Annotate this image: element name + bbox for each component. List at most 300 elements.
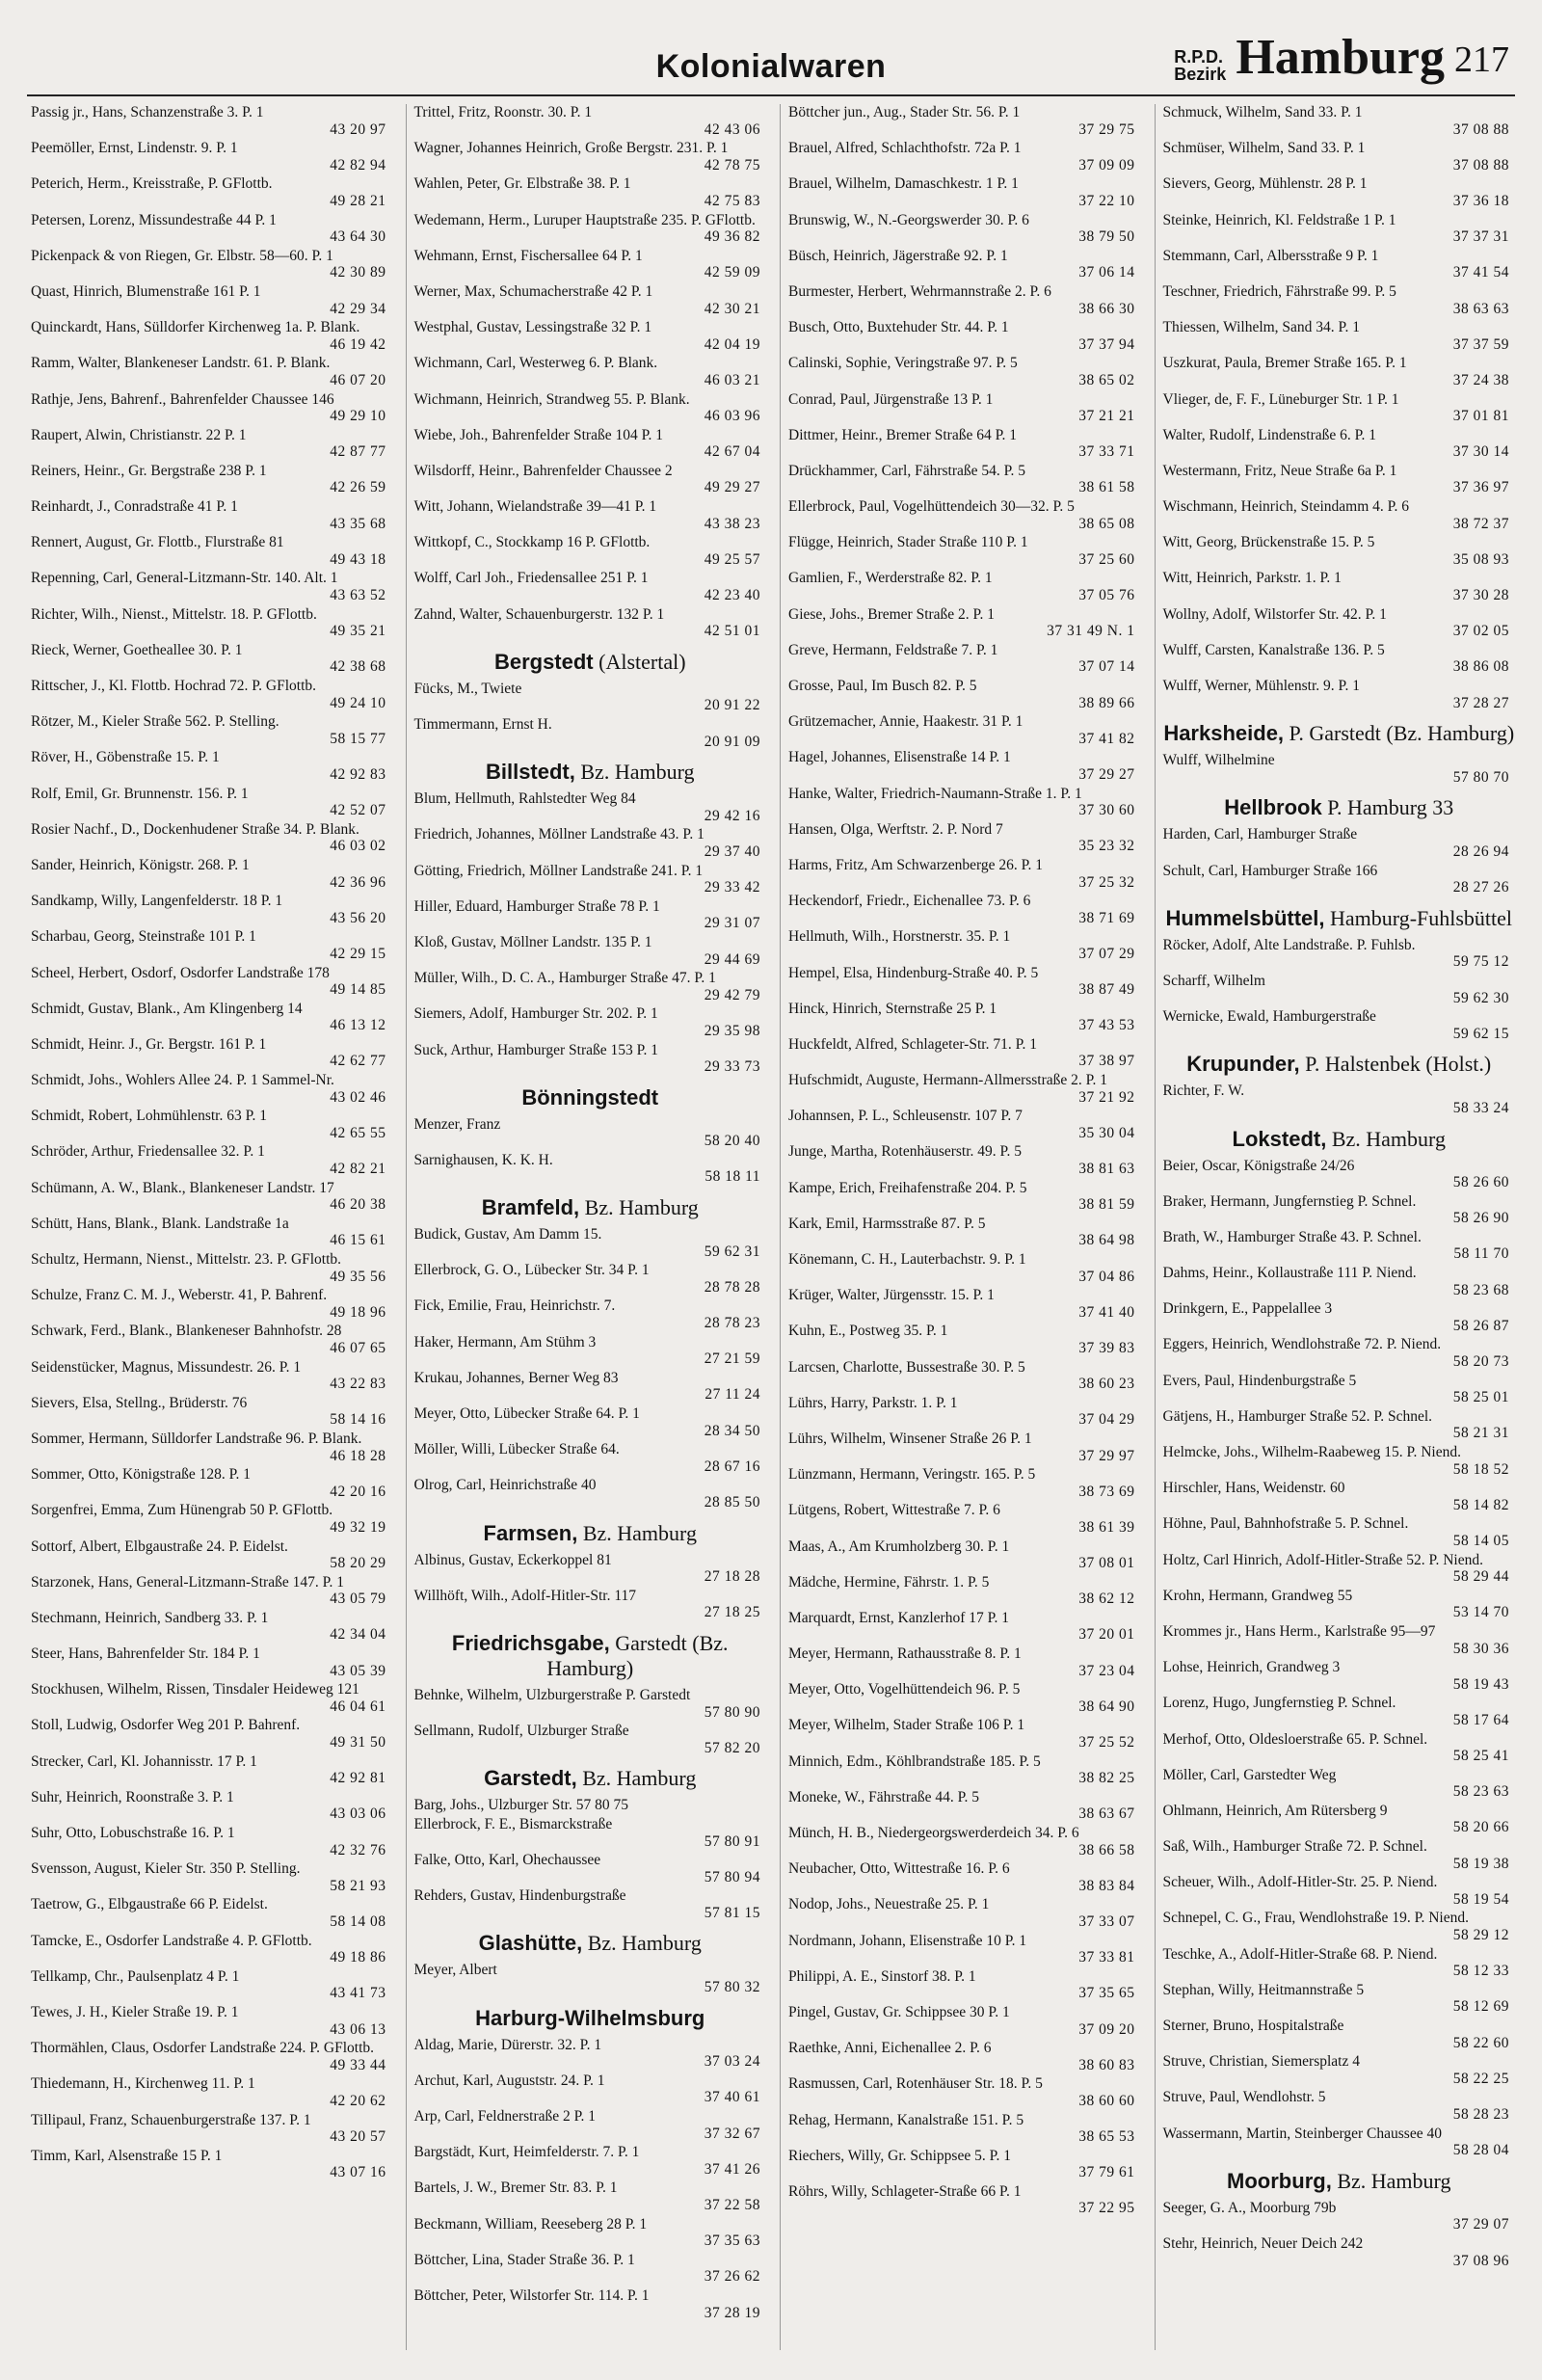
phone-number: 37 07 14 [1078,658,1135,676]
phone-number: 37 30 60 [1078,802,1135,819]
listing-text: Svensson, August, Kieler Str. 350 P. Stelling. [31,1860,301,1878]
listing-entry [788,2040,1141,2073]
phone-number: 42 92 83 [330,765,386,783]
phone-number: 38 63 63 [1452,300,1509,317]
listing-entry [414,1334,767,1368]
phone-number: 37 22 10 [1078,192,1135,209]
listing-entry [31,1681,392,1715]
listing-entry [414,498,767,532]
listing-text: Krüger, Walter, Jürgensstr. 15. P. 1 [788,1287,995,1304]
listing-entry [1163,1229,1516,1263]
listing-text: Siemers, Adolf, Hamburger Str. 202. P. 1 [413,1005,658,1023]
listing-text: Teschner, Friedrich, Fährstraße 99. P. 5 [1162,282,1396,300]
listing-text: Tillipaul, Franz, Schauenburgerstraße 137. P. 1 [31,2111,311,2128]
listing-entry [1163,1803,1516,1836]
phone-number: 46 07 20 [330,371,386,388]
phone-number: 42 78 75 [704,156,760,174]
listing-entry [31,1574,392,1608]
listing-entry [414,283,767,317]
listing-entry [1163,1158,1516,1191]
listing-text: Grosse, Paul, Im Busch 82. P. 5 [788,678,977,694]
listing-entry [31,749,392,783]
phone-number: 49 32 19 [330,1518,386,1536]
listing-text: Tewes, J. H., Kieler Straße 19. P. 1 [31,2003,239,2020]
listing-entry [788,1933,1141,1966]
phone-number: 58 28 23 [1452,2105,1509,2123]
listing-text: Fick, Emilie, Frau, Heinrichstr. 7. [413,1297,616,1315]
listing-text: Wiebe, Joh., Bahrenfelder Straße 104 P. 1 [413,426,664,443]
listing-text: Thiessen, Wilhelm, Sand 34. P. 1 [1162,319,1360,336]
listing-entry [788,1072,1141,1106]
listing-entry [31,2040,392,2073]
listing-text: Höhne, Paul, Bahnhofstraße 5. P. Schnel. [1162,1515,1409,1533]
listing-text: Marquardt, Ernst, Kanzlerhof 17 P. 1 [788,1609,1010,1626]
listing-entry [1163,175,1516,209]
listing-entry [788,2183,1141,2217]
listing-text: Scharbau, Georg, Steinstraße 101 P. 1 [31,928,256,946]
phone-number: 42 67 04 [704,443,760,461]
listing-entry [31,1896,392,1930]
listing-entry [788,391,1141,425]
listing-entry [414,2037,767,2071]
listing-entry [414,2108,767,2142]
listing-entry [788,1896,1141,1930]
listing-entry [1163,1515,1516,1549]
listing-entry [788,1825,1141,1859]
listing-entry [1163,1767,1516,1801]
listing-entry [788,1466,1141,1500]
listing-entry [414,1042,767,1076]
phone-number: 57 80 90 [704,1703,760,1721]
listing-text: Wischmann, Heinrich, Steindamm 4. P. 6 [1162,498,1410,516]
listing-text: Suck, Arthur, Hamburger Straße 153 P. 1 [413,1041,659,1058]
header-rule [27,94,1515,96]
listing-text: Evers, Paul, Hindenburgstraße 5 [1162,1372,1357,1389]
listing-entry [414,248,767,281]
phone-number: 49 31 50 [330,1734,386,1752]
listing-entry [31,928,392,962]
listing-text: Möller, Carl, Garstedter Weg [1162,1766,1337,1783]
phone-number: 37 24 38 [1452,371,1509,388]
listing-text: Böttcher jun., Aug., Stader Str. 56. P. 1 [788,104,1021,120]
listing-entry [788,1108,1141,1141]
phone-number: 58 29 12 [1452,1927,1509,1944]
listing-entry [31,1968,392,2002]
listing-text: Hagel, Johannes, Elisenstraße 14 P. 1 [788,749,1011,766]
phone-number: 38 65 53 [1078,2128,1135,2146]
phone-number: 58 20 29 [330,1555,386,1572]
listing-entry [788,642,1141,676]
listing-entry [1163,1008,1516,1042]
phone-number: 37 41 40 [1078,1303,1135,1321]
listing-text: Stockhusen, Wilhelm, Rissen, Tinsdaler Heideweg 121 [31,1681,359,1698]
listing-text: Greve, Hermann, Feldstraße 7. P. 1 [788,641,998,658]
phone-number: 49 14 85 [330,981,386,999]
listing-text: Schmidt, Gustav, Blank., Am Klingenberg 14 [31,1000,303,1017]
listing-text: Nodop, Johs., Neuestraße 25. P. 1 [788,1896,990,1913]
phone-number: 37 35 65 [1078,1985,1135,2002]
phone-number: 38 81 59 [1078,1196,1135,1214]
listing-entry [1163,463,1516,496]
listing-entry [31,1251,392,1285]
phone-number: 28 34 50 [704,1422,760,1439]
phone-number: 37 33 07 [1078,1912,1135,1930]
listing-text: Busch, Otto, Buxtehuder Str. 44. P. 1 [788,319,1009,336]
listing-text: Starzonek, Hans, General-Litzmann-Straße 147. P. 1 [31,1573,344,1591]
listing-text: Wilsdorff, Heinr., Bahrenfelder Chaussee 2 [413,462,673,479]
listing-text: Helmcke, Johs., Wilhelm-Raabeweg 15. P. Niend. [1162,1444,1461,1460]
listing-entry [1163,534,1516,568]
phone-number: 58 26 90 [1452,1210,1509,1227]
phone-number: 28 67 16 [704,1457,760,1475]
listing-text: Schmüser, Wilhelm, Sand 33. P. 1 [1162,140,1366,157]
listing-text: Struve, Christian, Siemersplatz 4 [1162,2053,1360,2071]
listing-entry [788,786,1141,819]
phone-number: 58 18 11 [705,1168,760,1186]
listing-text: Krohn, Hermann, Grandweg 55 [1162,1587,1353,1604]
phone-number: 57 80 94 [704,1868,760,1885]
phone-number: 37 41 82 [1078,730,1135,747]
listing-text: Lohse, Heinrich, Grandweg 3 [1162,1659,1341,1676]
locality-name: Harksheide, [1163,721,1285,746]
phone-number: 49 36 82 [704,228,760,246]
listing-text: Tamcke, E., Osdorfer Landstraße 4. P. GFlottb. [31,1932,312,1949]
phone-number: 37 33 81 [1078,1949,1135,1966]
listing-text: Hanke, Walter, Friedrich-Naumann-Straße 1. P. 1 [788,785,1082,802]
listing-text: Dittmer, Heinr., Bremer Straße 64 P. 1 [788,426,1018,443]
phone-number: 46 03 21 [704,371,760,388]
locality-heading [414,1931,767,1956]
listing-entry [414,970,767,1003]
listing-entry [414,1005,767,1039]
listing-text: Sorgenfrei, Emma, Zum Hünengrab 50 P. GFlottb. [31,1502,333,1519]
column-3 [780,104,1141,2350]
listing-entry [414,319,767,353]
listing-entry [1163,283,1516,317]
listing-text: Riechers, Willy, Gr. Schippsee 5. P. 1 [788,2147,1011,2164]
locality-name: Bönningstedt [521,1084,659,1110]
listing-entry [414,1116,767,1150]
listing-entry [31,283,392,317]
listing-text: Wittkopf, C., Stockkamp 16 P. GFlottb. [413,534,651,551]
phone-number: 37 08 96 [1452,2252,1509,2269]
listing-text: Petersen, Lorenz, Missundestraße 44 P. 1 [31,211,277,228]
listing-text: Hellmuth, Wilh., Horstnerstr. 35. P. 1 [788,928,1011,946]
phone-number: 43 63 52 [330,587,386,604]
listing-entry [414,1297,767,1331]
listing-entry [414,863,767,896]
phone-number: 37 37 94 [1078,335,1135,353]
locality-name: Friedrichsgabe, [451,1630,610,1655]
phone-number: 42 30 21 [704,300,760,317]
listing-entry [414,934,767,968]
phone-number: 28 78 28 [704,1278,760,1296]
listing-entry [788,2148,1141,2181]
listing-entry [31,1753,392,1787]
listing-entry [414,2144,767,2178]
phone-number: 38 64 90 [1078,1698,1135,1715]
listing-entry [31,1789,392,1823]
listing-entry [788,2004,1141,2038]
listing-entry [1163,1444,1516,1478]
listing-text: Rittscher, J., Kl. Flottb. Hochrad 72. P. GFlottb. [31,678,317,694]
listing-entry [1163,1480,1516,1513]
listing-entry [414,2287,767,2321]
phone-number: 57 82 20 [704,1739,760,1756]
listing-entry [788,1968,1141,2002]
listing-entry [414,175,767,209]
listing-entry [1163,606,1516,640]
phone-number: 46 03 96 [704,408,760,425]
listing-entry [31,821,392,855]
phone-number: 58 25 41 [1452,1748,1509,1765]
phone-number: 38 60 83 [1078,2056,1135,2073]
listing-text: Timmermann, Ernst H. [413,716,552,733]
listing-text: Aldag, Marie, Dürerstr. 32. P. 1 [413,2036,602,2053]
listing-text: Kark, Emil, Harmsstraße 87. P. 5 [788,1215,986,1232]
locality-name: Lokstedt, [1232,1126,1327,1151]
listing-entry [31,2112,392,2146]
phone-number: 46 15 61 [330,1232,386,1249]
phone-number: 43 56 20 [330,909,386,926]
listing-text: Ellerbrock, F. E., Bismarckstraße [413,1815,613,1832]
listing-text: Möller, Willi, Lübecker Straße 64. [413,1441,620,1458]
listing-entry [31,1502,392,1536]
phone-number: 58 12 69 [1452,1998,1509,2016]
listing-entry [1163,498,1516,532]
listing-entry [788,606,1141,640]
phone-number: 37 29 75 [1078,120,1135,138]
phone-number: 29 31 07 [704,915,760,932]
listing-entry [1163,642,1516,676]
locality-name: Hummelsbüttel, [1165,905,1325,930]
locality-name: Glashütte, [478,1931,583,1956]
phone-number: 49 35 21 [330,623,386,640]
listing-entry [31,355,392,388]
listing-text: Kloß, Gustav, Möllner Landstr. 135 P. 1 [413,933,652,950]
phone-number: 37 04 29 [1078,1411,1135,1429]
phone-number: 57 80 91 [704,1832,760,1850]
listing-text: Röcker, Adolf, Alte Landstraße. P. Fuhlsb. [1162,936,1416,953]
listing-text: Barg, Johs., Ulzburger Str. 57 80 75 [413,1797,628,1814]
listing-entry [414,1816,767,1850]
listing-entry [1163,937,1516,971]
listing-entry [1163,1588,1516,1621]
locality-heading [414,1085,767,1110]
listing-text: Rehag, Hermann, Kanalstraße 151. P. 5 [788,2111,1024,2128]
phone-number: 42 38 68 [330,658,386,676]
phone-number: 37 09 20 [1078,2020,1135,2038]
listing-entry [788,104,1141,138]
listing-text: Götting, Friedrich, Möllner Landstraße 241. P. 1 [413,862,704,879]
listing-entry [31,1395,392,1429]
listing-text: Röhrs, Willy, Schlageter-Straße 66 P. 1 [788,2182,1022,2200]
phone-number: 29 42 79 [704,986,760,1003]
phone-number: 38 64 98 [1078,1232,1135,1249]
locality-heading [414,760,767,785]
listing-entry [31,2004,392,2038]
locality-name: Farmsen, [483,1520,578,1545]
listing-entry [1163,678,1516,711]
phone-number: 37 32 67 [704,2125,760,2142]
listing-text: Stephan, Willy, Heitmannstraße 5 [1162,1981,1365,1998]
phone-number: 43 05 39 [330,1662,386,1679]
locality-district: Garstedt (Bz. Hamburg) [546,1630,729,1680]
locality-district: Bz. Hamburg [1326,1126,1446,1151]
listing-entry [31,1645,392,1679]
listing-text: Walter, Rudolf, Lindenstraße 6. P. 1 [1162,426,1377,443]
listing-text: Witt, Johann, Wielandstraße 39—41 P. 1 [413,498,657,516]
listing-text: Beckmann, William, Reeseberg 28 P. 1 [413,2215,648,2233]
listing-entry [31,893,392,926]
phone-number: 29 35 98 [704,1022,760,1039]
phone-number: 38 61 58 [1078,479,1135,496]
listing-text: Schmidt, Johs., Wohlers Allee 24. P. 1 Sammel-Nr. [31,1072,334,1089]
phone-number: 58 14 82 [1452,1496,1509,1513]
phone-number: 42 87 77 [330,443,386,461]
listing-text: Harden, Carl, Hamburger Straße [1162,826,1358,843]
phone-number: 37 05 76 [1078,587,1135,604]
listing-text: Wulff, Werner, Mühlenstr. 9. P. 1 [1162,678,1360,694]
phone-number: 58 29 44 [1452,1568,1509,1586]
phone-number: 37 33 71 [1078,443,1135,461]
listing-text: Schult, Carl, Hamburger Straße 166 [1162,862,1378,879]
phone-number: 37 20 01 [1078,1626,1135,1644]
phone-number: 37 79 61 [1078,2164,1135,2181]
listing-entry [414,898,767,932]
phone-number: 43 02 46 [330,1088,386,1106]
listing-text: Flügge, Heinrich, Stader Straße 110 P. 1 [788,534,1028,551]
listing-entry [1163,2089,1516,2123]
listing-entry [1163,1552,1516,1586]
listing-entry [31,1431,392,1464]
listing-text: Hiller, Eduard, Hamburger Straße 78 P. 1 [413,897,660,915]
listing-entry [788,1753,1141,1787]
listing-text: Schmuck, Wilhelm, Sand 33. P. 1 [1162,104,1363,120]
listing-entry [788,1574,1141,1608]
listing-entry [414,1552,767,1586]
listing-entry [788,140,1141,174]
listing-entry [31,1359,392,1393]
phone-number: 42 43 06 [704,120,760,138]
listing-entry [1163,2235,1516,2269]
phone-number: 42 30 89 [330,264,386,281]
phone-number: 38 60 60 [1078,2092,1135,2109]
phone-number: 58 28 04 [1452,2142,1509,2159]
phone-number: 43 20 57 [330,2128,386,2146]
listing-text: Minnich, Edm., Köhlbrandstraße 185. P. 5 [788,1752,1041,1770]
listing-entry [31,1287,392,1321]
phone-number: 58 20 66 [1452,1819,1509,1836]
phone-number: 38 62 12 [1078,1591,1135,1608]
phone-number: 58 18 52 [1452,1460,1509,1478]
listing-text: Sommer, Otto, Königstraße 128. P. 1 [31,1466,251,1484]
listing-entry [31,1538,392,1572]
listing-entry [414,1887,767,1921]
listing-entry [1163,1838,1516,1872]
phone-number: 43 64 30 [330,228,386,246]
listing-text: Stehr, Heinrich, Neuer Deich 242 [1162,2234,1364,2252]
listing-text: Kampe, Erich, Freihafenstraße 204. P. 5 [788,1179,1027,1196]
listing-entry [31,1466,392,1500]
listing-text: Suhr, Heinrich, Roonstraße 3. P. 1 [31,1788,234,1805]
phone-number: 38 89 66 [1078,694,1135,711]
listing-text: Passig jr., Hans, Schanzenstraße 3. P. 1 [31,104,264,120]
listing-entry [31,1108,392,1141]
listing-entry [31,1036,392,1070]
listing-entry [31,319,392,353]
listing-text: Drückhammer, Carl, Fährstraße 54. P. 5 [788,462,1026,479]
phone-number: 58 30 36 [1452,1640,1509,1657]
phone-number: 43 20 97 [330,120,386,138]
phone-number: 37 29 97 [1078,1447,1135,1464]
phone-number: 42 52 07 [330,802,386,819]
listing-text: Scheuer, Wilh., Adolf-Hitler-Str. 25. P. Niend. [1162,1874,1438,1891]
listing-text: Albinus, Gustav, Eckerkoppel 81 [413,1551,612,1568]
phone-number: 37 37 31 [1452,228,1509,246]
listing-text: Wichmann, Carl, Westerweg 6. P. Blank. [413,355,658,372]
listing-text: Lührs, Wilhelm, Winsener Straße 26 P. 1 [788,1430,1032,1447]
listing-entry [1163,355,1516,388]
listing-text: Brauel, Wilhelm, Damaschkestr. 1 P. 1 [788,175,1019,193]
locality-name: Billstedt, [485,760,575,785]
phone-number: 37 39 83 [1078,1339,1135,1356]
phone-number: 58 25 01 [1452,1389,1509,1406]
phone-number: 35 30 04 [1078,1124,1135,1141]
listing-text: Brunswig, W., N.-Georgswerder 30. P. 6 [788,211,1029,228]
listing-text: Rötzer, M., Kieler Straße 562. P. Stelling. [31,713,279,731]
listing-entry [788,2075,1141,2109]
listing-text: Pickenpack & von Riegen, Gr. Elbstr. 58—60. P. 1 [31,247,333,264]
listing-text: Rosier Nachf., D., Dockenhudener Straße 34. P. Blank. [31,820,359,838]
listing-entry [31,1717,392,1751]
listing-text: Röver, H., Göbenstraße 15. P. 1 [31,749,220,766]
listing-text: Stechmann, Heinrich, Sandberg 33. P. 1 [31,1609,269,1626]
page-header [27,27,1515,94]
listing-text: Arp, Carl, Feldnerstraße 2 P. 1 [413,2108,597,2126]
listing-entry [414,212,767,246]
locality-heading [1163,2169,1516,2194]
listing-text: Fücks, M., Twiete [413,680,522,697]
phone-number: 42 82 94 [330,156,386,174]
listing-text: Bargstädt, Kurt, Heimfelderstr. 7. P. 1 [413,2144,640,2161]
listing-entry [414,716,767,750]
phone-number: 37 30 14 [1452,443,1509,461]
listing-text: Rieck, Werner, Goetheallee 30. P. 1 [31,641,243,658]
listing-entry [1163,1300,1516,1334]
listing-entry [414,790,767,824]
locality-heading [1163,1052,1516,1077]
phone-number: 38 60 23 [1078,1376,1135,1393]
listing-text: Schultz, Hermann, Nienst., Mittelstr. 23. P. GFlottb. [31,1251,342,1268]
listing-text: Hansen, Olga, Werftstr. 2. P. Nord 7 [788,820,1003,838]
listing-text: Brath, W., Hamburger Straße 43. P. Schnel. [1162,1228,1422,1245]
listing-entry [31,642,392,676]
listing-entry [1163,1946,1516,1980]
phone-number: 35 23 32 [1078,838,1135,855]
listing-text: Repenning, Carl, General-Litzmann-Str. 140. Alt. 1 [31,570,338,587]
phone-number: 43 35 68 [330,515,386,532]
locality-name: Bergstedt [493,649,594,674]
phone-number: 42 65 55 [330,1124,386,1141]
listing-entry [31,1323,392,1356]
listing-entry [788,1359,1141,1393]
phone-number: 37 09 09 [1078,156,1135,174]
phone-number: 38 61 39 [1078,1518,1135,1536]
listing-entry [1163,1623,1516,1657]
phone-number: 58 20 40 [704,1133,760,1150]
locality-district: Bz. Hamburg [1331,2168,1451,2193]
